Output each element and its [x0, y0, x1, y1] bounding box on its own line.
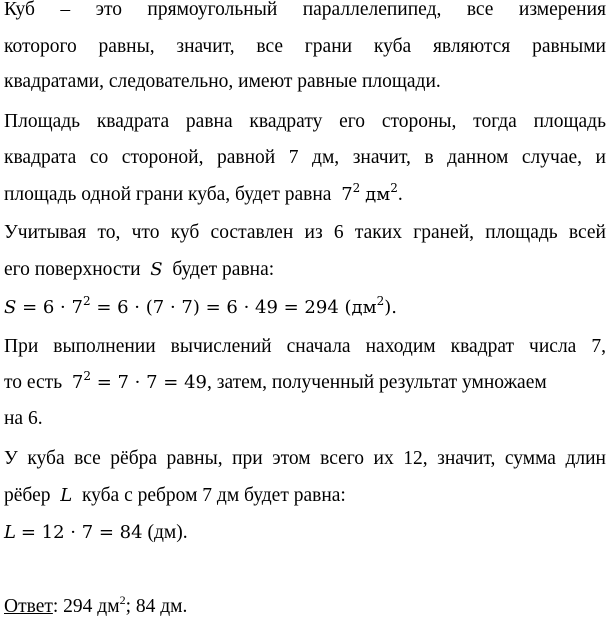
formula-part: = 6 · 7 — [22, 297, 83, 318]
paragraph-4-line-2 — [4, 371, 606, 395]
unit-exponent: 2 — [390, 181, 398, 195]
text-part: куба с ребром 7 дм будет равна: — [81, 485, 346, 506]
paragraph-2-line-1: Площадь квадрата равна квадрату его стороны, тогда площадь — [4, 111, 606, 132]
paragraph-5-line-2 — [4, 484, 346, 508]
exponent: 2 — [83, 369, 91, 383]
text-part: , затем, полученный результат умножаем — [207, 372, 547, 393]
answer-label: Ответ — [4, 596, 53, 617]
text-part: то есть — [4, 372, 63, 393]
unit-dm-squared — [365, 181, 398, 205]
paragraph-4-line-1: При выполнении вычислений сначала находим квадрат числа 7, — [4, 336, 606, 357]
seven-squared-calc — [71, 369, 207, 393]
seven-squared — [341, 181, 361, 205]
formula-part: (дм). — [147, 522, 188, 543]
period: . — [397, 184, 403, 205]
unit: дм — [365, 184, 391, 205]
base: 7 — [71, 372, 84, 393]
variable-l: L — [60, 485, 73, 506]
surface-area-formula — [4, 296, 397, 320]
exponent: 2 — [352, 181, 361, 195]
variable-l: L — [4, 522, 16, 543]
exponent: 2 — [119, 593, 126, 607]
text-part: его поверхности — [4, 259, 141, 280]
text-part: рёбер — [4, 485, 51, 506]
exponent: 2 — [376, 294, 385, 308]
answer-text: ; 84 дм. — [125, 596, 188, 617]
exponent: 2 — [82, 294, 91, 308]
formula-part: = 7 · 7 = 49 — [96, 372, 207, 393]
base: 7 — [341, 184, 353, 205]
paragraph-1-line-3: квадратами, следовательно, имеют равные площади. — [4, 71, 441, 92]
formula-part: ). — [384, 297, 398, 318]
formula-part: = 12 · 7 = 84 — [20, 522, 143, 543]
paragraph-1-line-1: Куб – это прямоугольный параллелепипед, все измерения — [4, 0, 606, 20]
paragraph-2-line-3 — [4, 183, 403, 207]
variable-s: S — [4, 297, 17, 318]
text-part: будет равна: — [172, 259, 275, 280]
paragraph-3-line-1: Учитывая то, что куб составлен из 6 таких граней, площадь всей — [4, 222, 606, 243]
edge-sum-formula — [4, 521, 188, 545]
paragraph-2-line-3-text: площадь одной грани куба, будет равна — [4, 184, 332, 205]
variable-s: S — [150, 259, 163, 280]
paragraph-3-line-2 — [4, 258, 274, 282]
paragraph-5-line-1: У куба все рёбра равны, при этом всего их 12, значит, сумма длин — [4, 448, 606, 469]
answer-line — [4, 595, 187, 619]
formula-part: = 6 · (7 · 7) = 6 · 49 = 294 (дм — [96, 297, 377, 318]
paragraph-4-line-3: на 6. — [4, 408, 43, 429]
answer-text: : 294 дм — [52, 596, 120, 617]
paragraph-1-line-2: которого равны, значит, все грани куба являются равными — [4, 36, 606, 57]
paragraph-2-line-2: квадрата со стороной, равной 7 дм, значит, в данном случае, и — [4, 147, 606, 168]
